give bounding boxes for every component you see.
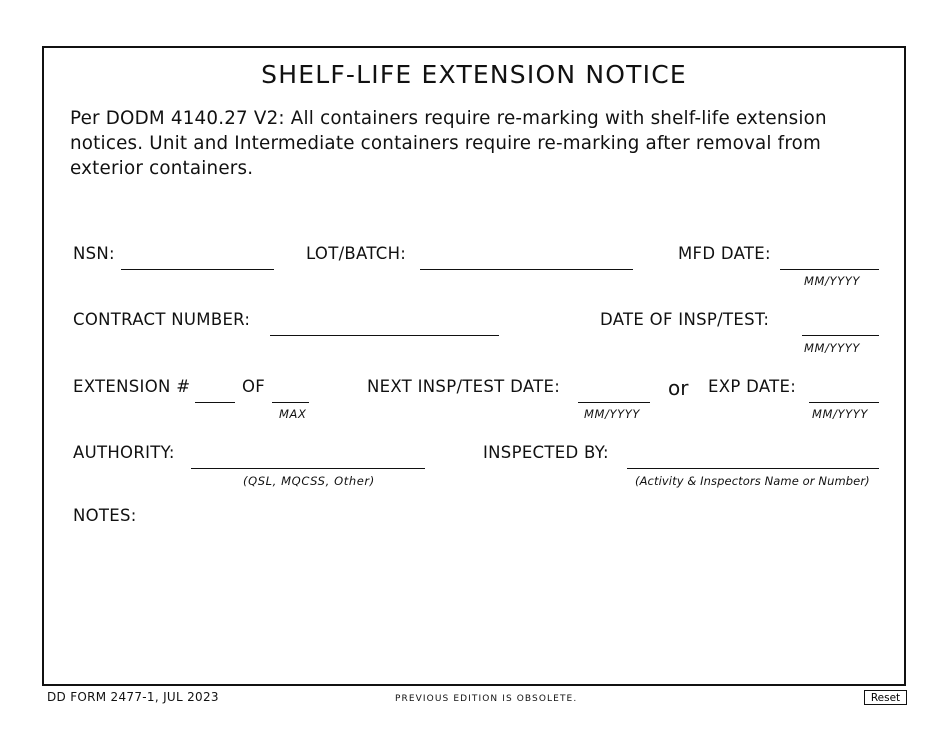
mfd-date-hint: MM/YYYY — [804, 274, 861, 288]
notes-label: NOTES: — [73, 506, 137, 525]
authority-label: AUTHORITY: — [73, 443, 175, 462]
notes-textarea[interactable] — [72, 536, 882, 680]
date-of-insp-test-label: DATE OF INSP/TEST: — [600, 310, 770, 329]
or-separator: or — [668, 376, 689, 400]
inspected-by-input[interactable] — [627, 449, 879, 469]
exp-date-input[interactable] — [809, 383, 879, 403]
shelf-life-form — [42, 46, 906, 686]
date-of-insp-test-input[interactable] — [802, 316, 879, 336]
next-insp-test-date-hint: MM/YYYY — [584, 407, 641, 421]
nsn-input[interactable] — [121, 250, 274, 270]
authority-hint: (QSL, MQCSS, Other) — [243, 474, 375, 488]
mfd-date-input[interactable] — [780, 250, 879, 270]
date-of-insp-test-hint: MM/YYYY — [804, 341, 861, 355]
form-identifier: DD FORM 2477-1, JUL 2023 — [47, 690, 219, 704]
next-insp-test-date-input[interactable] — [578, 383, 650, 403]
inspected-by-hint: (Activity & Inspectors Name or Number) — [635, 474, 870, 488]
extension-label: EXTENSION # — [73, 377, 191, 396]
nsn-label: NSN: — [73, 244, 115, 263]
exp-date-hint: MM/YYYY — [812, 407, 869, 421]
inspected-by-label: INSPECTED BY: — [483, 443, 609, 462]
contract-number-label: CONTRACT NUMBER: — [73, 310, 251, 329]
mfd-date-label: MFD DATE: — [678, 244, 771, 263]
lot-batch-input[interactable] — [420, 250, 633, 270]
form-title: SHELF-LIFE EXTENSION NOTICE — [261, 60, 687, 89]
extension-max-input[interactable] — [272, 383, 309, 403]
extension-number-input[interactable] — [195, 383, 235, 403]
contract-number-input[interactable] — [270, 316, 499, 336]
edition-note: PREVIOUS EDITION IS OBSOLETE. — [395, 694, 578, 704]
exp-date-label: EXP DATE: — [708, 377, 797, 396]
authority-input[interactable] — [191, 449, 425, 469]
reset-button[interactable]: Reset — [864, 690, 907, 705]
lot-batch-label: LOT/BATCH: — [306, 244, 407, 263]
next-insp-test-date-label: NEXT INSP/TEST DATE: — [367, 377, 561, 396]
extension-of-label: OF — [242, 377, 266, 396]
extension-max-hint: MAX — [279, 407, 307, 421]
form-intro-text: Per DODM 4140.27 V2: All containers require re-marking with shelf-life extension notices. Unit and Intermediate containers require re-marking after removal from exterior containers. — [70, 108, 827, 179]
